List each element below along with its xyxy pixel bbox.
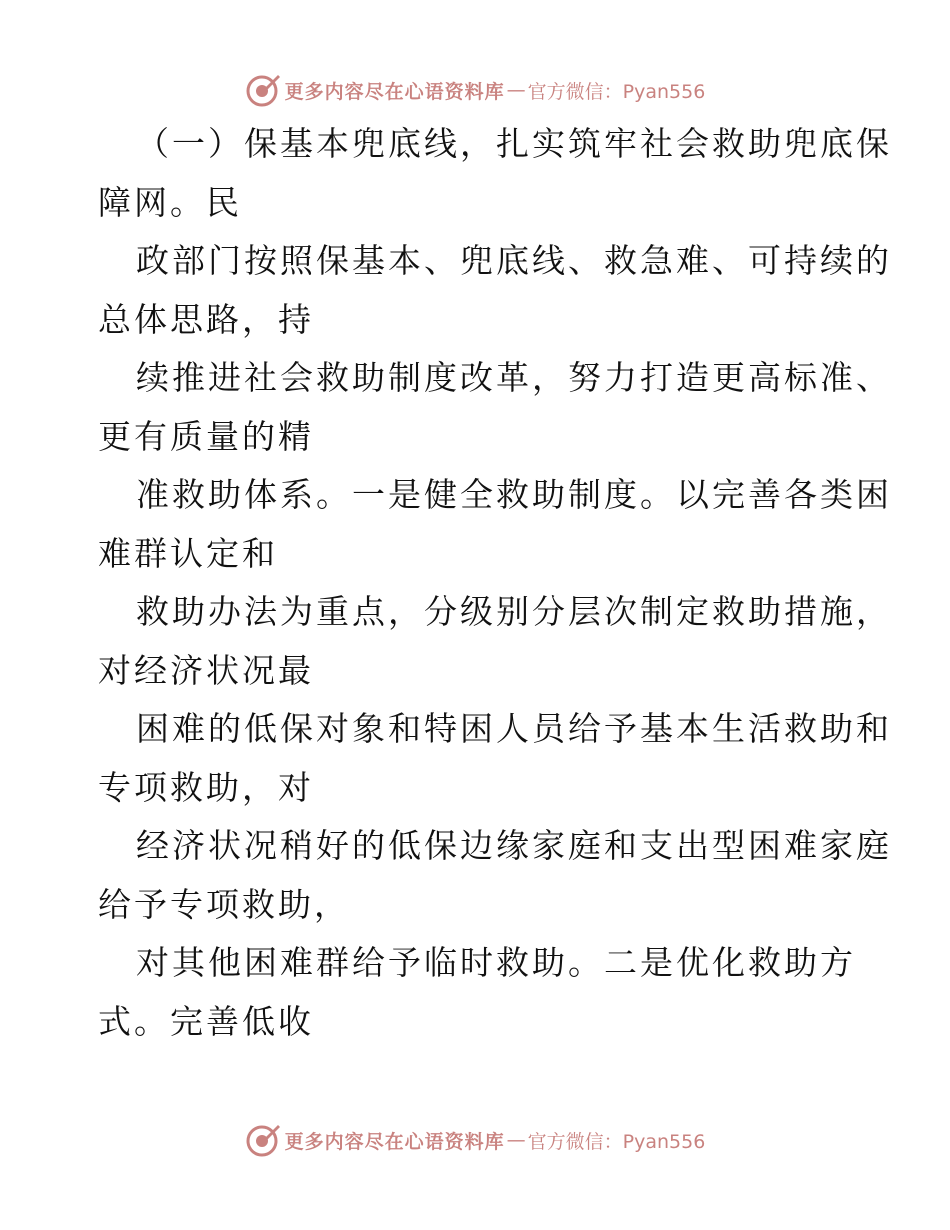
- text-line: 困难的低保对象和特困人员给予基本生活救助和: [136, 709, 892, 748]
- text-line: 准救助体系。一是健全救助制度。以完善各类困: [136, 475, 892, 514]
- text-line: 经济状况稍好的低保边缘家庭和支出型困难家庭: [136, 826, 892, 865]
- watermark-text: 更多内容尽在心语资料库: [284, 1130, 505, 1153]
- text-line: 政部门按照保基本、兜底线、救急难、可持续的: [136, 241, 892, 280]
- watermark-text: 更多内容尽在心语资料库: [284, 80, 505, 103]
- text-line: 救助办法为重点，分级别分层次制定救助措施，: [136, 592, 892, 631]
- footer-watermark: [0, 1120, 950, 1160]
- document-body: [98, 115, 892, 1051]
- watermark-dash: —: [506, 1129, 526, 1151]
- header-watermark: [0, 70, 950, 110]
- text-line: 更有质量的精: [98, 416, 314, 456]
- text-line: 式。完善低收: [98, 1001, 314, 1041]
- watermark-contact: 官方微信：Pyan556: [527, 1130, 706, 1153]
- watermark-contact: 官方微信：Pyan556: [527, 80, 706, 103]
- text-line: 给予专项救助，: [98, 884, 350, 924]
- watermark-dash: —: [506, 79, 526, 101]
- text-line: 对其他困难群给予临时救助。二是优化救助方: [136, 943, 856, 982]
- text-line: 续推进社会救助制度改革，努力打造更高标准、: [136, 358, 892, 397]
- text-line: 专项救助，对: [98, 767, 314, 807]
- pen-logo-icon: [245, 72, 281, 108]
- text-line: 总体思路，持: [98, 299, 314, 339]
- text-line: 对经济状况最: [98, 650, 314, 690]
- pen-logo-icon: [245, 1122, 281, 1158]
- text-line: 难群认定和: [98, 533, 278, 573]
- text-line: 障网。民: [98, 182, 242, 222]
- text-line: （一）保基本兜底线，扎实筑牢社会救助兜底保: [136, 124, 892, 163]
